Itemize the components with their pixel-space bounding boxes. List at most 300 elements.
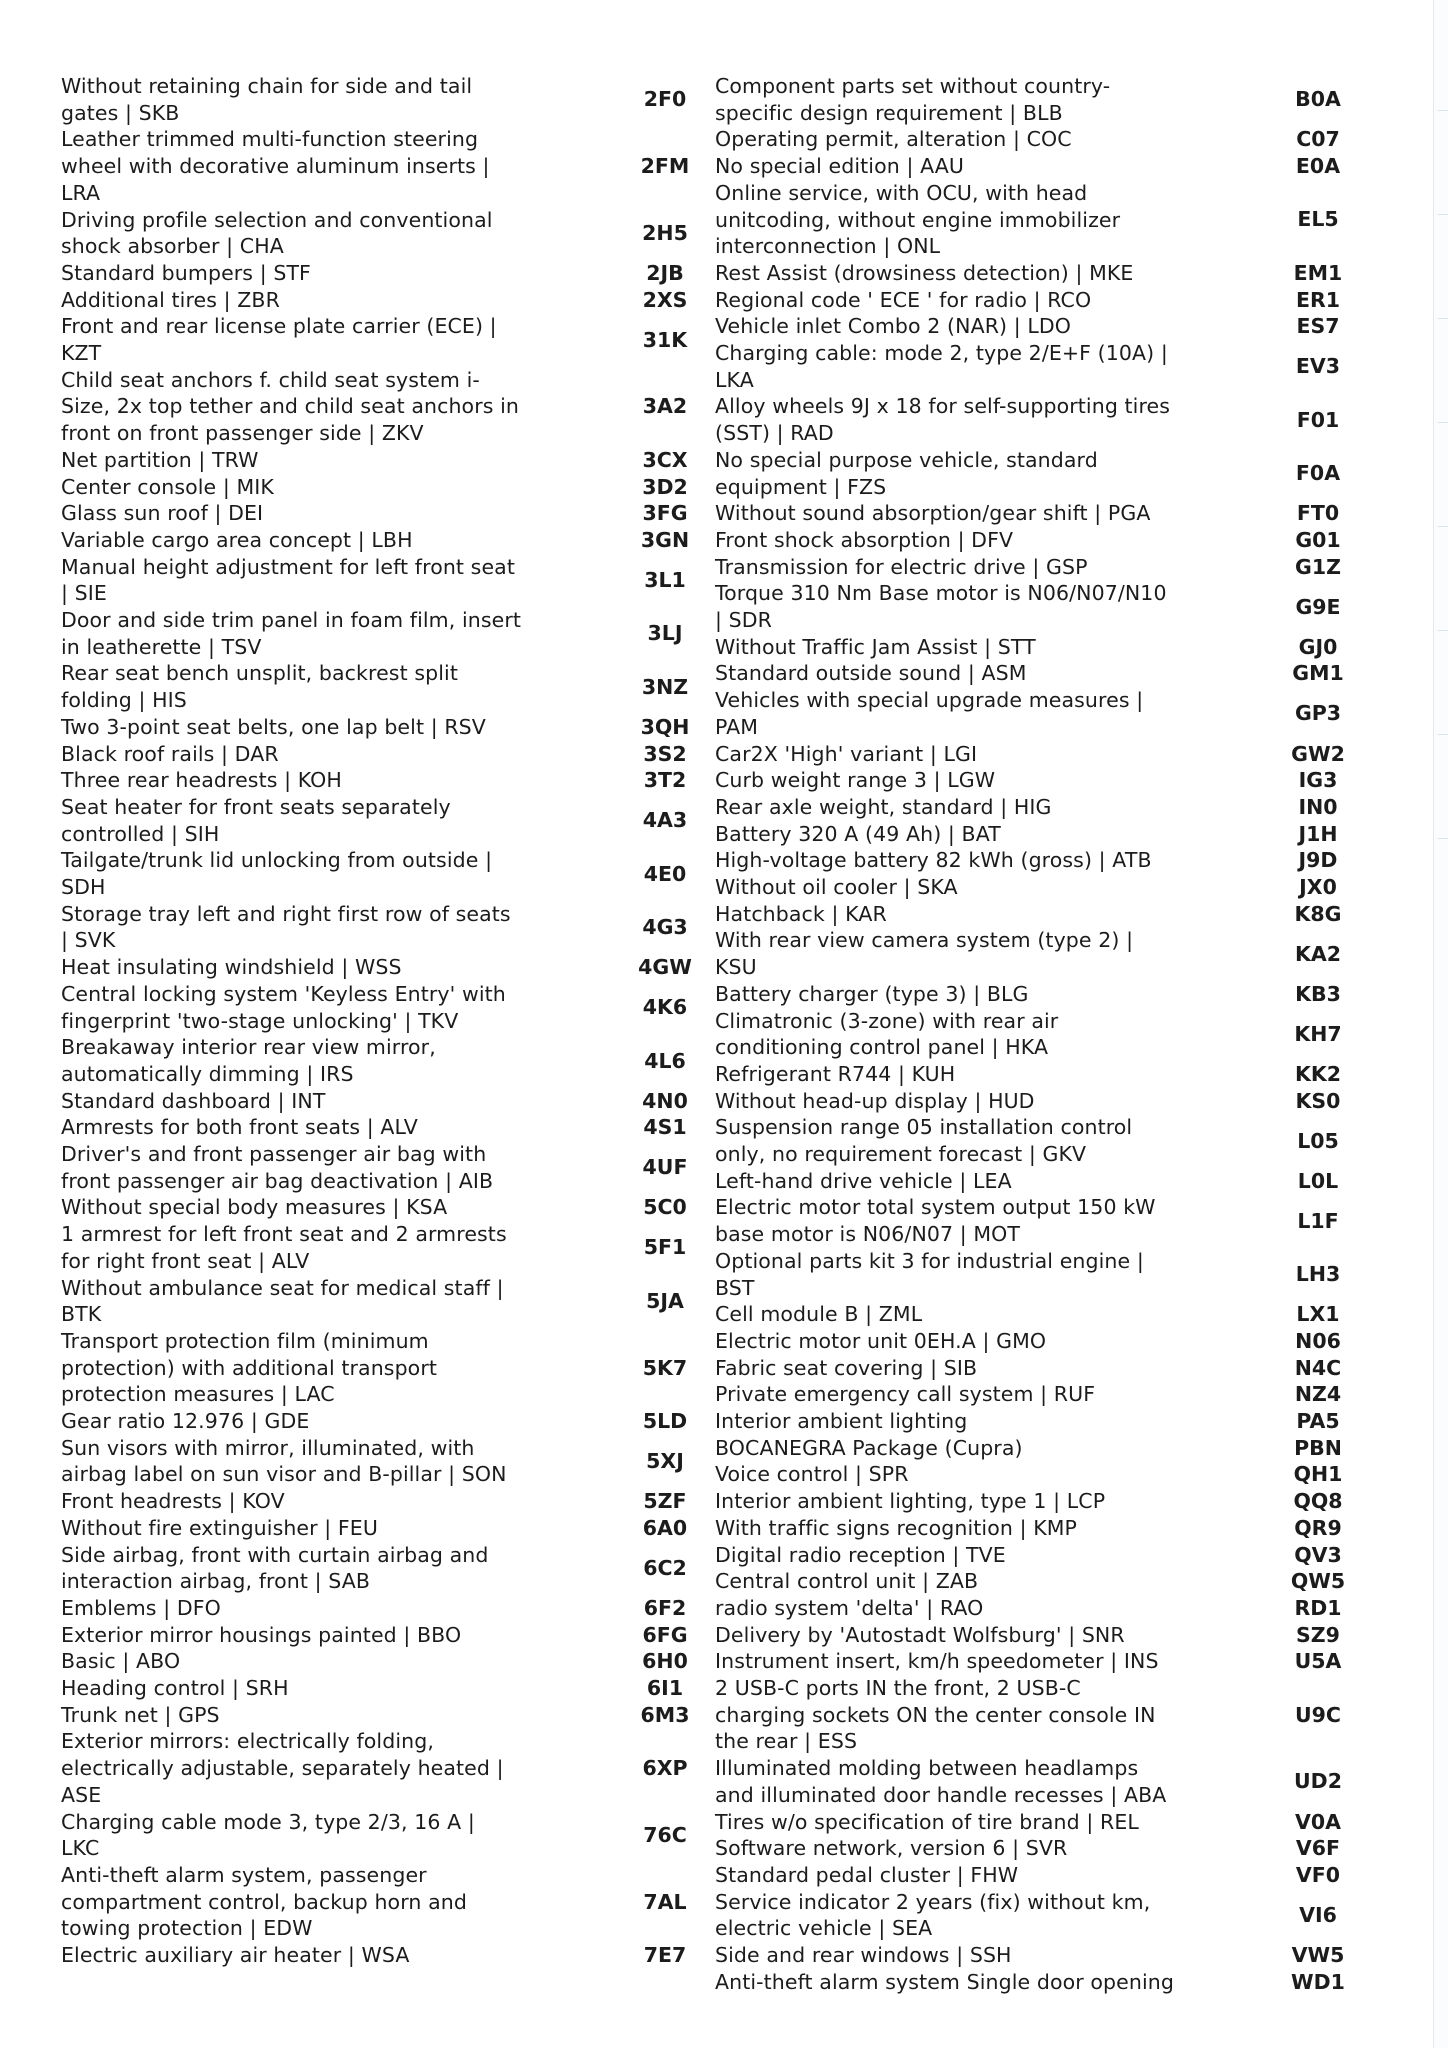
option-description-text: Torque 310 Nm Base motor is N06/N07/N10 | SDR [715,581,1167,632]
option-description-text: Without ambulance seat for medical staff | BTK [61,1275,504,1327]
option-code-text: 6FG [642,1622,688,1647]
option-code [1268,1889,1368,1942]
option-code-text: V0A [1295,1809,1341,1834]
option-code [615,554,715,607]
option-description [715,1809,1185,1836]
option-code [1268,287,1368,314]
option-code [1268,340,1368,393]
option-description [715,1889,1185,1942]
option-code [615,447,715,474]
option-description-text: Refrigerant R744 | KUH [715,1061,956,1086]
option-description [715,767,1185,794]
option-code-text: 6A0 [642,1515,688,1540]
option-code [1268,1755,1368,1808]
option-code [615,1328,715,1408]
option-description [61,607,531,660]
option-code-text: ER1 [1295,287,1341,312]
option-description [715,1248,1185,1301]
option-description-text: Exterior mirrors: electrically folding, electrically adjustable, separately heated | ASE [61,1729,504,1807]
option-code [615,474,715,501]
option-description [61,1595,531,1622]
option-description [715,393,1185,446]
option-code [615,1702,715,1729]
option-description-text: Digital radio reception | TVE [715,1542,1006,1567]
option-description-text: Sun visors with mirror, illuminated, with airbag label on sun visor and B-pillar | SON [61,1435,507,1487]
option-code-text: 3GN [640,527,690,552]
option-code [1268,73,1368,126]
option-description [715,260,1185,287]
option-description [715,1568,1185,1595]
option-description [61,794,531,847]
option-code-text: QR9 [1294,1515,1342,1540]
option-code [1268,554,1368,581]
option-description [715,126,1185,153]
option-description [715,1194,1185,1247]
option-code [615,1648,715,1675]
option-code-text: V6F [1295,1836,1341,1861]
option-description-text: Basic | ABO [61,1649,181,1674]
option-code-text: G1Z [1295,554,1341,579]
option-code [1268,1542,1368,1569]
option-code-text: VI6 [1299,1902,1337,1927]
option-code-text: GJ0 [1298,634,1338,659]
option-code-text: 7AL [643,1889,687,1914]
option-description [61,901,531,954]
option-description [715,1942,1185,1969]
option-code-text: 4L6 [644,1048,686,1073]
option-description-text: Armrests for both front seats | ALV [61,1115,418,1140]
option-code [615,1942,715,1969]
option-description [61,500,531,527]
option-code-text: JX0 [1299,875,1337,899]
option-code-text: 4UF [642,1155,688,1180]
option-description [61,287,531,314]
option-description-text: Driver's and front passenger air bag with front passenger air bag deactivation | AIB [61,1142,494,1193]
option-code [615,207,715,260]
option-description [61,1622,531,1649]
option-description-text: Hatchback | KAR [715,901,887,926]
option-description-text: Additional tires | ZBR [61,287,280,312]
option-description [715,527,1185,554]
option-code [615,1595,715,1622]
option-code [1268,153,1368,180]
option-description [715,1755,1185,1808]
option-code [1268,313,1368,340]
option-code [615,500,715,527]
option-description-text: Door and side trim panel in foam film, insert in leatherette | TSV [61,608,522,659]
option-description-text: Car2X 'High' variant | LGI [715,741,978,766]
option-code [1268,1595,1368,1622]
option-description-text: No special purpose vehicle, standard equipment | FZS [715,447,1098,499]
option-code-text: 4G3 [642,915,688,940]
option-description-text: Storage tray left and right first row of seats | SVK [61,901,511,953]
option-description [61,1141,531,1194]
option-code [1268,634,1368,661]
option-code-text: LX1 [1296,1302,1340,1327]
option-description-text: radio system 'delta' | RAO [715,1595,984,1620]
option-code [615,1034,715,1087]
option-code-text: IN0 [1298,794,1338,819]
option-description [61,126,531,206]
option-description-text: Electric motor total system output 150 kW base motor is N06/N07 | MOT [715,1195,1156,1247]
option-code-text: PBN [1294,1435,1342,1460]
option-description [715,1461,1185,1488]
option-description-text: Variable cargo area concept | LBH [61,527,413,552]
option-description-text: Interior ambient lighting, type 1 | LCP [715,1489,1106,1514]
option-description [61,1542,531,1595]
option-description [61,1275,531,1328]
option-description-text: Breakaway interior rear view mirror, automatically dimming | IRS [61,1035,436,1086]
option-description-text: Glass sun roof | DEI [61,501,264,526]
option-code [1268,901,1368,928]
option-code-text: RD1 [1294,1595,1342,1620]
option-code-text: 4A3 [642,808,688,833]
option-description [61,554,531,607]
option-code-text: U9C [1295,1702,1341,1727]
option-description [715,1648,1185,1675]
option-description [61,447,531,474]
option-description-text: Operating permit, alteration | COC [715,127,1072,152]
option-description [715,1969,1185,1996]
option-description [715,741,1185,768]
option-description-text: Heat insulating windshield | WSS [61,955,402,980]
option-code [1268,794,1368,821]
option-description-text: Transmission for electric drive | GSP [715,554,1088,579]
option-code [615,1675,715,1702]
option-description-text: Vehicles with special upgrade measures | PAM [715,688,1144,739]
option-code-text: K8G [1294,901,1342,926]
option-code [615,847,715,900]
option-code [615,1862,715,1942]
option-code-text: L0L [1297,1168,1339,1193]
option-description-text: Tailgate/trunk lid unlocking from outside | SDH [61,848,493,899]
option-code-text: G9E [1295,594,1341,619]
option-description-text: Without fire extinguisher | FEU [61,1515,378,1540]
option-description [61,1728,531,1808]
option-description [715,1515,1185,1542]
option-code-text: N4C [1294,1355,1342,1380]
option-description-text: Standard pedal cluster | FHW [715,1862,1019,1887]
option-code [1268,260,1368,287]
option-description-text: Standard outside sound | ASM [715,661,1027,686]
option-description-text: Transport protection film (minimum protection) with additional transport protection measures | LAC [61,1328,437,1407]
option-description-text: Center console | MIK [61,474,274,499]
option-code [615,73,715,126]
option-code [615,981,715,1034]
option-code-text: 76C [643,1822,687,1847]
option-description-text: Private emergency call system | RUF [715,1382,1096,1407]
option-code-text: N06 [1295,1328,1341,1353]
option-code [615,1141,715,1194]
option-code-text: QV3 [1294,1542,1342,1567]
option-description [61,741,531,768]
option-code [615,1408,715,1435]
option-description [715,1114,1185,1167]
option-code-text: KK2 [1294,1061,1342,1086]
option-code [1268,1675,1368,1755]
option-code-text: 5ZF [643,1489,687,1514]
option-code [1268,1408,1368,1435]
option-description [61,313,531,366]
option-description [61,1488,531,1515]
option-code [615,1435,715,1488]
option-code [615,1194,715,1221]
option-description-text: With rear view camera system (type 2) | KSU [715,928,1134,980]
option-code-text: KS0 [1295,1088,1341,1113]
option-code-text: GW2 [1291,741,1345,766]
option-description [61,527,531,554]
option-code-text: 3FG [642,501,688,526]
option-code-text: 5C0 [643,1195,687,1220]
option-code [1268,393,1368,446]
option-description [715,447,1185,500]
option-description-text: Suspension range 05 installation control only, no requirement forecast | GKV [715,1115,1133,1166]
option-code-text: L1F [1297,1208,1339,1233]
option-description-text: Tires w/o specification of tire brand | REL [715,1809,1139,1834]
option-description [715,874,1185,901]
option-code [615,1728,715,1808]
option-code-text: 5F1 [643,1235,687,1260]
option-description [715,660,1185,687]
option-code [1268,1969,1368,1996]
option-description-text: With traffic signs recognition | KMP [715,1515,1077,1540]
option-description [61,1221,531,1274]
option-description [715,1061,1185,1088]
option-code-text: J1H [1298,821,1338,846]
option-code-text: 5K7 [642,1355,688,1380]
option-code-text: C07 [1296,127,1340,152]
option-code [1268,527,1368,554]
option-code [615,1088,715,1115]
option-description [715,901,1185,928]
option-code-text: U5A [1294,1649,1342,1674]
option-description [61,207,531,260]
option-description-text: Alloy wheels 9J x 18 for self-supporting tires (SST) | RAD [715,394,1171,446]
option-code-text: G01 [1295,527,1341,552]
option-description-text: Service indicator 2 years (fix) without km, electric vehicle | SEA [715,1889,1151,1941]
option-description [715,794,1185,821]
option-description-text: Front headrests | KOV [61,1489,285,1514]
option-description-text: Regional code ' ECE ' for radio | RCO [715,287,1092,312]
option-description-text: Front and rear license plate carrier (ECE) | KZT [61,314,497,365]
option-description-text: 1 armrest for left front seat and 2 armrests for right front seat | ALV [61,1222,507,1273]
option-code [615,1515,715,1542]
option-code-text: B0A [1295,87,1341,112]
option-description [61,1088,531,1115]
option-description-text: Rear axle weight, standard | HIG [715,794,1052,819]
option-code-text: 3D2 [642,474,688,499]
option-code-text: L05 [1297,1128,1339,1153]
option-code-text: PA5 [1296,1409,1340,1433]
option-code [615,287,715,314]
option-description-text: Cell module B | ZML [715,1302,923,1327]
option-description-text: Curb weight range 3 | LGW [715,768,996,793]
option-description [61,981,531,1034]
option-description [61,660,531,713]
option-description-text: Two 3-point seat belts, one lap belt | RSV [61,714,486,739]
option-code-text: 6F2 [643,1595,687,1620]
option-description-text: Without head-up display | HUD [715,1088,1035,1113]
option-description [715,580,1185,633]
option-description [61,1435,531,1488]
option-code-text: 5JA [646,1288,684,1313]
option-code-text: IG3 [1298,768,1338,793]
option-code [615,794,715,847]
option-code [1268,874,1368,901]
option-description-text: No special edition | AAU [715,154,964,179]
option-code [1268,1355,1368,1382]
option-code-text: EV3 [1295,354,1341,379]
option-description [61,1809,531,1862]
option-description-text: Optional parts kit 3 for industrial engine | BST [715,1248,1144,1300]
option-code [615,313,715,366]
option-description [715,1008,1185,1061]
option-code [615,126,715,206]
option-description [715,1488,1185,1515]
option-description [715,554,1185,581]
option-code-text: FT0 [1296,501,1340,526]
option-code [1268,1648,1368,1675]
option-description-text: Three rear headrests | KOH [61,768,342,793]
option-code [1268,767,1368,794]
option-description-text: Voice control | SPR [715,1462,909,1487]
option-code-text: 3A2 [642,394,688,419]
option-code-text: 3T2 [643,768,687,793]
option-code [1268,1008,1368,1061]
option-code-text: UD2 [1294,1769,1342,1794]
option-code [615,1114,715,1141]
option-description [61,1862,531,1942]
option-code [1268,1301,1368,1328]
option-description [715,847,1185,874]
option-description [61,767,531,794]
option-description-text: Instrument insert, km/h speedometer | INS [715,1649,1159,1674]
option-description [61,73,531,126]
option-description-text: Climatronic (3-zone) with rear air conditioning control panel | HKA [715,1008,1059,1060]
option-description-text: High-voltage battery 82 kWh (gross) | ATB [715,848,1152,873]
option-code-text: 2H5 [642,220,688,245]
option-code [1268,1114,1368,1167]
option-description-text: Battery 320 A (49 Ah) | BAT [715,821,1001,846]
option-description [61,1194,531,1221]
option-code [615,607,715,660]
option-code-text: 4GW [638,955,692,980]
option-description-text: Front shock absorption | DFV [715,527,1014,552]
option-code [1268,1168,1368,1195]
option-code-text: EL5 [1297,207,1339,232]
option-description [61,260,531,287]
option-description-text: Central control unit | ZAB [715,1569,979,1594]
option-code [1268,1061,1368,1088]
option-code-text: QQ8 [1293,1489,1343,1514]
option-code [1268,447,1368,500]
option-code-text: 3CX [642,447,688,472]
option-description-text: Interior ambient lighting [715,1409,968,1433]
option-description-text: 2 USB-C ports IN the front, 2 USB-C charging sockets ON the center console IN the rear | ESS [715,1676,1156,1754]
option-description [715,1835,1185,1862]
option-description-text: Standard bumpers | STF [61,260,311,285]
option-description [61,714,531,741]
option-description [61,954,531,981]
option-code [1268,126,1368,153]
option-code [1268,1194,1368,1247]
option-description [61,847,531,900]
option-description [715,153,1185,180]
option-description [715,313,1185,340]
option-code-text: 4N0 [642,1088,688,1113]
option-description [715,687,1185,740]
option-description-text: Electric motor unit 0EH.A | GMO [715,1328,1047,1353]
option-code-text: E0A [1295,154,1341,179]
option-description-text: Standard dashboard | INT [61,1088,326,1113]
option-description [61,1675,531,1702]
option-description [715,73,1185,126]
option-code [1268,741,1368,768]
option-description [715,821,1185,848]
option-description-text: Component parts set without country- specific design requirement | BLB [715,74,1111,125]
option-description-text: BOCANEGRA Package (Cupra) [715,1435,1023,1460]
option-description-text: Without sound absorption/gear shift | PGA [715,501,1151,526]
option-code-text: 6C2 [643,1555,687,1580]
option-description-text: Heading control | SRH [61,1676,289,1700]
option-code-text: 31K [642,327,688,352]
option-code-text: QH1 [1293,1462,1343,1487]
option-description [61,1328,531,1408]
option-code [615,741,715,768]
option-description-text: Anti-theft alarm system Single door opening [715,1969,1174,1994]
option-code-text: LH3 [1295,1262,1341,1287]
option-code-text: VW5 [1291,1943,1345,1967]
option-code-text: F0A [1295,461,1341,486]
option-code [615,1275,715,1328]
page-edge-strip [1433,0,1448,2048]
option-code-text: SZ9 [1296,1622,1340,1647]
option-description [715,927,1185,980]
option-code [615,527,715,554]
option-code-text: KA2 [1294,941,1341,966]
option-description [715,1328,1185,1355]
option-code-text: 4S1 [643,1115,687,1140]
option-code-text: 2FM [640,154,690,179]
option-code-text: 2XS [642,287,688,312]
option-description-text: Driving profile selection and conventional shock absorber | CHA [61,207,493,259]
option-code [615,954,715,981]
option-code [1268,1461,1368,1488]
option-description [715,634,1185,661]
option-description [715,340,1185,393]
option-code [1268,1435,1368,1462]
option-code [1268,660,1368,687]
option-code-text: 2JB [646,260,684,285]
option-code [1268,1515,1368,1542]
option-description [61,474,531,501]
option-description [715,1088,1185,1115]
option-description-text: Exterior mirror housings painted | BBO [61,1622,462,1647]
option-description [61,1114,531,1141]
option-description-text: Net partition | TRW [61,447,259,472]
option-description [715,1355,1185,1382]
option-code-text: QW5 [1290,1569,1346,1594]
option-code [1268,1835,1368,1862]
option-code [615,767,715,794]
option-code-text: F01 [1296,407,1340,432]
option-code [615,1488,715,1515]
option-code-text: VF0 [1295,1862,1341,1887]
option-description-text: Gear ratio 12.976 | GDE [61,1409,310,1433]
option-description-text: Trunk net | GPS [61,1702,220,1727]
option-description-text: Charging cable mode 3, type 2/3, 16 A | LKC [61,1809,475,1861]
option-description-text: Side and rear windows | SSH [715,1943,1012,1967]
